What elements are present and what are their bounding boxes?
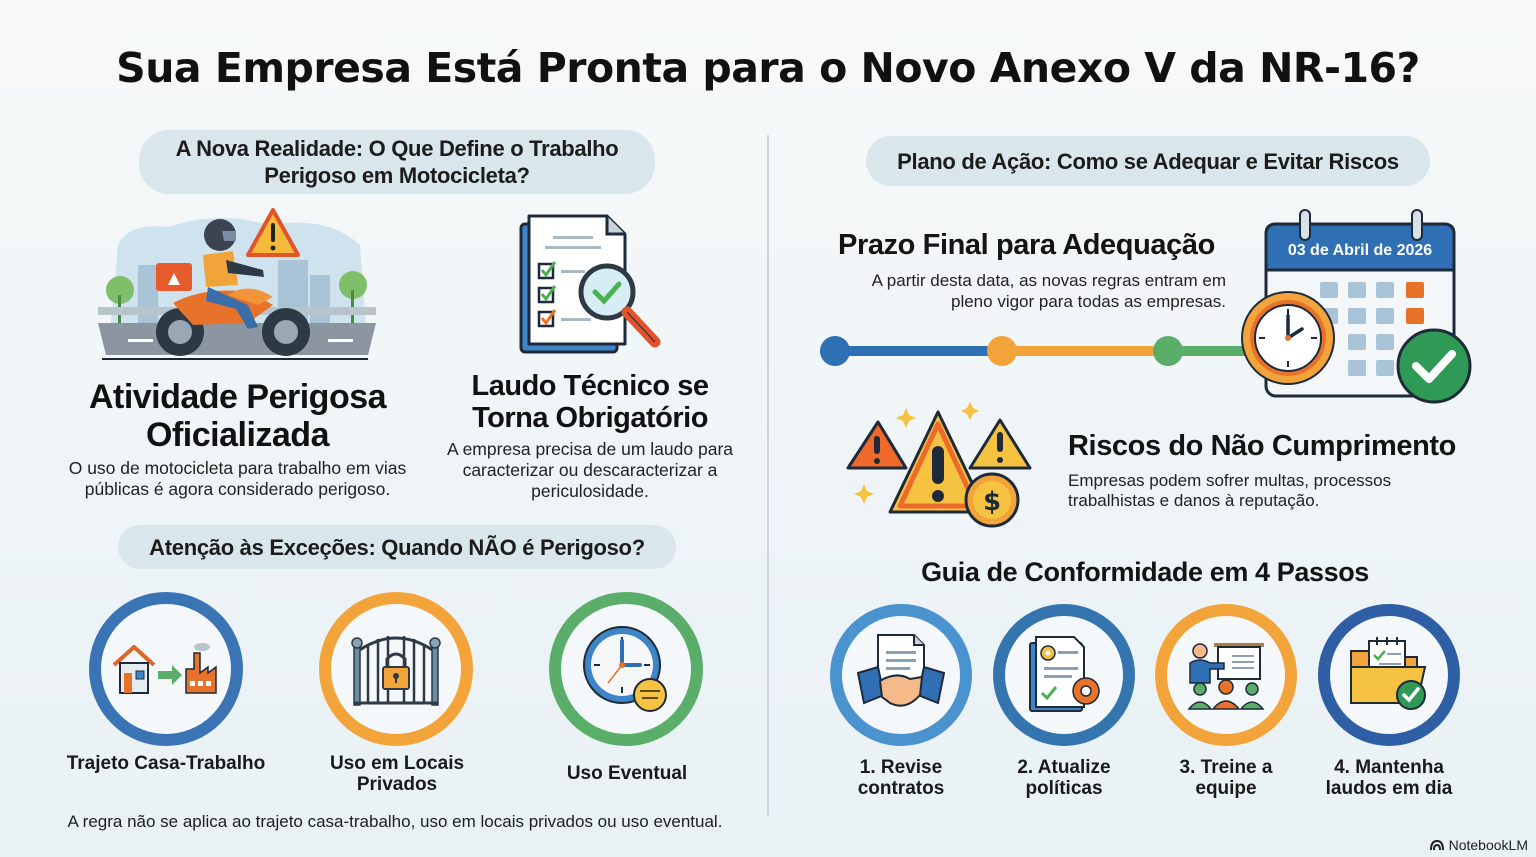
training-presentation-icon [1186, 639, 1266, 711]
calendar-deadline-icon [1238, 208, 1478, 408]
card-text-technical-report: A empresa precisa de um laudo para caracterizar ou descaracterizar a periculosidade. [447, 439, 733, 501]
exception-commute-circle [89, 592, 243, 746]
step-3-label: 3. Treine a equipe [1179, 757, 1273, 799]
checklist-magnifier-icon [515, 212, 665, 357]
risks-title: Riscos do Não Cumprimento [1068, 430, 1456, 462]
step-1-label: 1. Revise contratos [857, 757, 945, 799]
notebooklm-logo-icon [1429, 839, 1445, 851]
exception-label-private: Uso em Locais Privados [329, 753, 465, 795]
step-4-circle [1318, 604, 1460, 746]
calendar-date-label: 03 de Abril de 2026 [1287, 242, 1433, 259]
folder-check-icon [1347, 637, 1431, 713]
handshake-contract-icon [856, 633, 946, 717]
step-3-circle [1155, 604, 1297, 746]
step-2-label: 2. Atualize políticas [1017, 757, 1111, 799]
card-title-dangerous-activity: Atividade Perigosa Oficializada [88, 378, 387, 454]
warning-triangles-money-icon [838, 402, 1038, 532]
exceptions-footnote: A regra não se aplica ao trajeto casa-trabalho, uso em locais privados ou uso eventual. [67, 812, 723, 831]
risks-text: Empresas podem sofrer multas, processos trabalhistas e danos à reputação. [1068, 471, 1392, 510]
brand-watermark [1429, 837, 1528, 853]
card-title-technical-report: Laudo Técnico se Torna Obrigatório [471, 370, 709, 434]
exception-label-eventual: Uso Eventual [566, 763, 688, 784]
section-header-action-plan: Plano de Ação: Como se Adequar e Evitar Riscos [866, 136, 1430, 186]
exception-private-circle [319, 592, 473, 746]
card-text-dangerous-activity: O uso de motocicleta para trabalho em vias públicas é agora considerado perigoso. [68, 458, 407, 499]
page-title: Sua Empresa Está Pronta para o Novo Anexo V da NR-16? [116, 44, 1420, 92]
document-gears-icon [1024, 635, 1104, 715]
clock-icon [578, 621, 674, 717]
step-1-circle [830, 604, 972, 746]
section-header-exceptions: Atenção às Exceções: Quando NÃO é Perigoso? [118, 525, 676, 569]
guide-title: Guia de Conformidade em 4 Passos [921, 557, 1369, 587]
section-header-new-reality: A Nova Realidade: O Que Define o Trabalho Perigoso em Motocicleta? [139, 130, 655, 194]
deadline-title: Prazo Final para Adequação [838, 229, 1215, 261]
step-4-label: 4. Mantenha laudos em dia [1325, 757, 1453, 799]
brand-label: NotebookLM [1448, 837, 1528, 853]
locked-gate-icon [350, 631, 442, 707]
exception-eventual-circle [549, 592, 703, 746]
exception-label-commute: Trajeto Casa-Trabalho [66, 753, 266, 774]
deadline-text: A partir desta data, as novas regras entram em pleno vigor para todas as empresas. [871, 271, 1226, 311]
deadline-timeline [820, 336, 1250, 366]
svg-text:$: $ [982, 487, 1002, 517]
column-divider [767, 135, 769, 815]
step-2-circle [993, 604, 1135, 746]
house-to-factory-icon [110, 639, 222, 699]
motorcycle-courier-warning-icon [98, 205, 376, 365]
